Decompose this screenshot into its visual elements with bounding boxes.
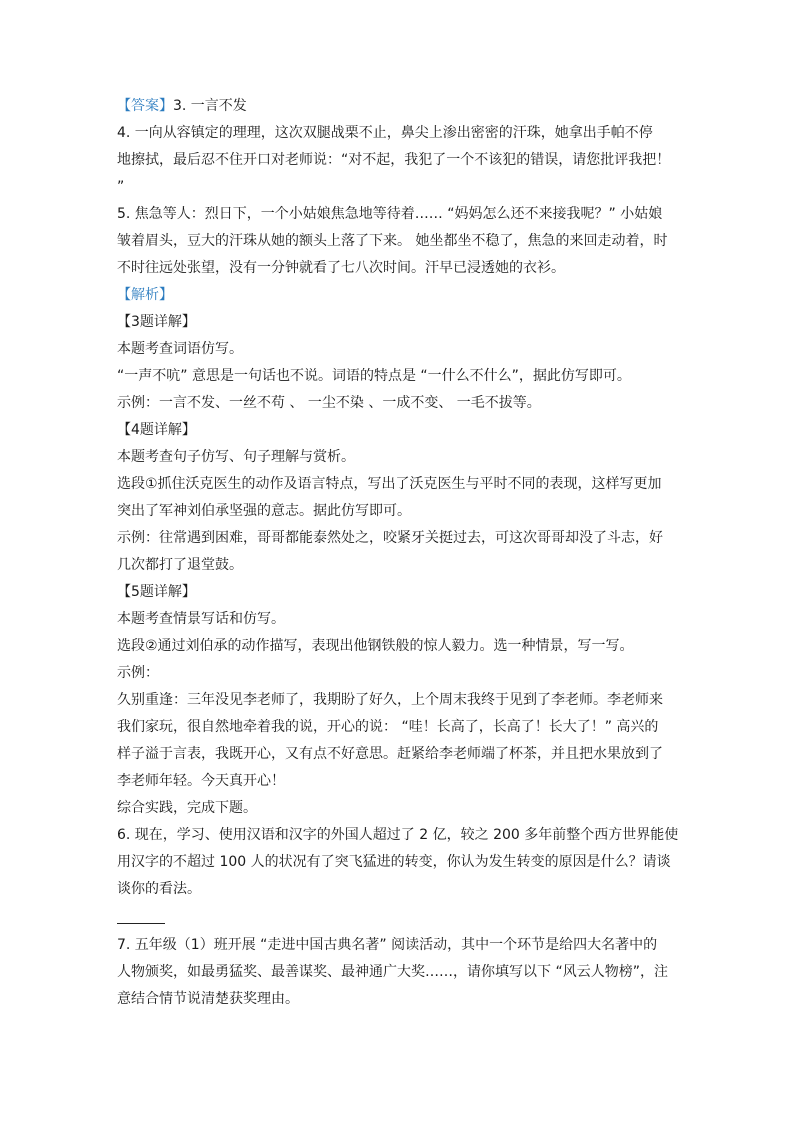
detail4-heading: 【4题详解】 — [117, 422, 196, 438]
detail5-line: 示例： — [117, 665, 159, 681]
detail5-line: 久别重逢：三年没见李老师了，我期盼了好久，上个周末我终于见到了李老师。李老师来 — [117, 692, 663, 708]
detail5-line: 李老师年轻。今天真开心！ — [117, 773, 285, 789]
practice-instruction: 综合实践，完成下题。 — [117, 800, 257, 816]
detail5-line: 我们家玩，很自然地牵着我的说，开心的说： “哇！长高了，长高了！长大了！” 高兴的 — [117, 719, 659, 735]
answer-line — [117, 93, 677, 120]
answer-text: 3. 一言不发 — [173, 98, 247, 114]
detail3-line: 示例：一言不发、一丝不苟 、 一尘不染 、一成不变、 一毛不拔等。 — [117, 395, 541, 411]
q7-line: 人物颁奖，如最勇猛奖、最善谋奖、最神通广大奖……，请你填写以下 “风云人物榜”，注 — [117, 964, 668, 980]
q5-line: 不时往远处张望，没有一分钟就看了七八次时间。汗早已浸透她的衣衫。 — [117, 260, 565, 276]
detail5-heading: 【5题详解】 — [117, 584, 196, 600]
q7-line: 意结合情节说清楚获奖理由。 — [117, 991, 299, 1007]
detail4-line: 几次都打了退堂鼓。 — [117, 557, 243, 573]
detail3-heading: 【3题详解】 — [117, 314, 196, 330]
q6-line: 用汉字的不超过 100 人的状况有了突飞猛进的转变，你认为发生转变的原因是什么？请谈 — [117, 854, 671, 870]
detail-3 — [117, 309, 677, 417]
question-4 — [117, 120, 677, 201]
q5-line: 皱着眉头，豆大的汗珠从她的额头上落了下来。 她坐都坐不稳了，焦急的来回走动着，时 — [117, 233, 668, 249]
detail5-line: 样子溢于言表，我既开心，又有点不好意思。赶紧给李老师端了杯茶，并且把水果放到了 — [117, 746, 663, 762]
question-7 — [117, 932, 677, 1013]
detail4-line: 示例：往常遇到困难，哥哥都能泰然处之，咬紧牙关挺过去，可这次哥哥却没了斗志，好 — [117, 530, 663, 546]
document-page — [117, 93, 677, 1013]
q4-line: 4. 一向从容镇定的理理，这次双腿战栗不止，鼻尖上渗出密密的汗珠，她拿出手帕不停 — [117, 125, 653, 141]
detail5-line: 选段②通过刘伯承的动作描写，表现出他钢铁般的惊人毅力。选一种情景，写一写。 — [117, 638, 634, 654]
q4-line: ” — [117, 179, 125, 195]
detail-5 — [117, 579, 677, 795]
q6-line: 谈你的看法。 — [117, 881, 201, 897]
detail3-line: “一声不吭” 意思是一句话也不说。词语的特点是 “一什么不什么”，据此仿写即可。 — [117, 368, 631, 384]
question-6 — [117, 822, 677, 903]
q6-line: 6. 现在，学习、使用汉语和汉字的外国人超过了 2 亿，较之 200 多年前整个西方世界能使 — [117, 827, 679, 843]
question-5 — [117, 201, 677, 282]
detail4-line: 突出了军神刘伯承坚强的意志。据此仿写即可。 — [117, 503, 411, 519]
answer-tag: 【答案】 — [117, 98, 173, 114]
analysis-tag: 【解析】 — [117, 287, 173, 303]
section-divider — [117, 923, 165, 924]
q4-line: 地擦拭，最后忍不住开口对老师说：“对不起，我犯了一个不该犯的错误，请您批评我把！ — [117, 152, 671, 168]
q7-line: 7. 五年级（1）班开展 “走进中国古典名著” 阅读活动，其中一个环节是给四大名著中的 — [117, 937, 658, 953]
detail3-line: 本题考查词语仿写。 — [117, 341, 243, 357]
detail4-line: 本题考查句子仿写、句子理解与赏析。 — [117, 449, 355, 465]
q5-line: 5. 焦急等人：烈日下，一个小姑娘焦急地等待着…… “妈妈怎么还不来接我呢？” 小姑娘 — [117, 206, 663, 222]
detail-4 — [117, 417, 677, 579]
detail5-line: 本题考查情景写话和仿写。 — [117, 611, 285, 627]
detail4-line: 选段①抓住沃克医生的动作及语言特点，写出了沃克医生与平时不同的表现，这样写更加 — [117, 476, 662, 492]
